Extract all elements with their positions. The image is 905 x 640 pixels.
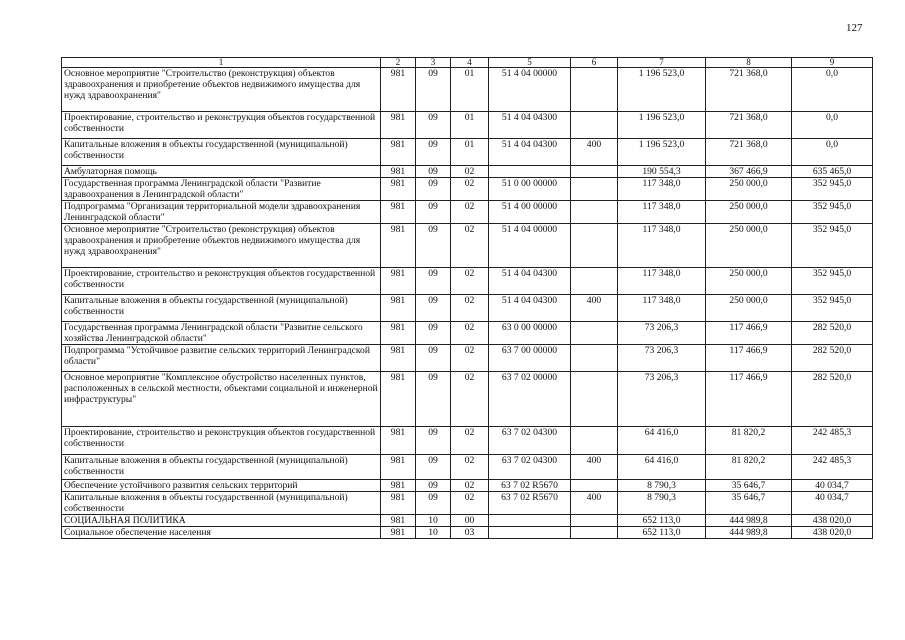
code-cell: 981 bbox=[381, 322, 416, 345]
table-row bbox=[62, 492, 873, 515]
table-row bbox=[62, 166, 873, 178]
subsection-cell: 02 bbox=[451, 166, 489, 178]
table-row bbox=[62, 224, 873, 268]
row-name-cell: Государственная программа Ленинградской области "Развитие здравоохранения в Ленинградской области" bbox=[62, 178, 381, 201]
column-header: 2 bbox=[381, 58, 416, 68]
target-article-cell bbox=[489, 527, 571, 539]
amount-2019-cell: 117 466,9 bbox=[706, 372, 792, 427]
target-article-cell: 63 7 02 R5670 bbox=[489, 492, 571, 515]
expense-type-cell bbox=[571, 427, 618, 455]
code-cell: 981 bbox=[381, 372, 416, 427]
expense-type-cell: 400 bbox=[571, 492, 618, 515]
section-cell: 09 bbox=[416, 139, 451, 166]
amount-2019-cell: 721 368,0 bbox=[706, 139, 792, 166]
section-cell: 09 bbox=[416, 492, 451, 515]
expense-type-cell: 400 bbox=[571, 455, 618, 480]
amount-2018-cell: 652 113,0 bbox=[618, 527, 706, 539]
row-name-cell: Проектирование, строительство и реконструкция объектов государственной собственности bbox=[62, 427, 381, 455]
row-name-cell: Государственная программа Ленинградской области "Развитие сельского хозяйства Ленинградской области" bbox=[62, 322, 381, 345]
target-article-cell: 51 4 04 00000 bbox=[489, 68, 571, 112]
amount-2019-cell: 117 466,9 bbox=[706, 322, 792, 345]
table-row bbox=[62, 527, 873, 539]
code-cell: 981 bbox=[381, 345, 416, 372]
row-name-cell: Капитальные вложения в объекты государственной (муниципальной) собственности bbox=[62, 492, 381, 515]
amount-2018-cell: 1 196 523,0 bbox=[618, 139, 706, 166]
amount-2018-cell: 64 416,0 bbox=[618, 455, 706, 480]
table-row bbox=[62, 455, 873, 480]
target-article-cell bbox=[489, 515, 571, 527]
header-row bbox=[62, 58, 873, 68]
amount-2018-cell: 117 348,0 bbox=[618, 295, 706, 322]
target-article-cell: 51 0 00 00000 bbox=[489, 178, 571, 201]
column-header: 8 bbox=[706, 58, 792, 68]
code-cell: 981 bbox=[381, 201, 416, 224]
section-cell: 09 bbox=[416, 345, 451, 372]
section-cell: 09 bbox=[416, 201, 451, 224]
code-cell: 981 bbox=[381, 427, 416, 455]
row-name-cell: Проектирование, строительство и реконструкция объектов государственной собственности bbox=[62, 268, 381, 295]
amount-2020-cell: 40 034,7 bbox=[792, 480, 873, 492]
amount-2020-cell: 438 020,0 bbox=[792, 515, 873, 527]
expense-type-cell bbox=[571, 112, 618, 139]
expense-type-cell bbox=[571, 178, 618, 201]
table-row bbox=[62, 427, 873, 455]
amount-2019-cell: 250 000,0 bbox=[706, 295, 792, 322]
table-row bbox=[62, 201, 873, 224]
budget-table bbox=[61, 57, 873, 539]
amount-2019-cell: 444 989,8 bbox=[706, 527, 792, 539]
amount-2018-cell: 1 196 523,0 bbox=[618, 68, 706, 112]
amount-2018-cell: 73 206,3 bbox=[618, 322, 706, 345]
expense-type-cell bbox=[571, 372, 618, 427]
subsection-cell: 02 bbox=[451, 480, 489, 492]
amount-2018-cell: 117 348,0 bbox=[618, 178, 706, 201]
expense-type-cell bbox=[571, 268, 618, 295]
section-cell: 10 bbox=[416, 527, 451, 539]
section-cell: 09 bbox=[416, 112, 451, 139]
amount-2019-cell: 81 820,2 bbox=[706, 455, 792, 480]
subsection-cell: 01 bbox=[451, 139, 489, 166]
code-cell: 981 bbox=[381, 68, 416, 112]
target-article-cell: 51 4 00 00000 bbox=[489, 201, 571, 224]
expense-type-cell: 400 bbox=[571, 295, 618, 322]
target-article-cell: 51 4 04 04300 bbox=[489, 112, 571, 139]
amount-2019-cell: 444 989,8 bbox=[706, 515, 792, 527]
amount-2019-cell: 250 000,0 bbox=[706, 201, 792, 224]
section-cell: 09 bbox=[416, 295, 451, 322]
amount-2019-cell: 367 466,9 bbox=[706, 166, 792, 178]
amount-2020-cell: 635 465,0 bbox=[792, 166, 873, 178]
target-article-cell: 51 4 04 00000 bbox=[489, 224, 571, 268]
amount-2019-cell: 250 000,0 bbox=[706, 268, 792, 295]
subsection-cell: 02 bbox=[451, 224, 489, 268]
expense-type-cell bbox=[571, 68, 618, 112]
amount-2018-cell: 117 348,0 bbox=[618, 268, 706, 295]
subsection-cell: 02 bbox=[451, 322, 489, 345]
row-name-cell: Капитальные вложения в объекты государственной (муниципальной) собственности bbox=[62, 455, 381, 480]
amount-2019-cell: 35 646,7 bbox=[706, 480, 792, 492]
expense-type-cell bbox=[571, 224, 618, 268]
column-header: 4 bbox=[451, 58, 489, 68]
row-name-cell: Подпрограмма "Устойчивое развитие сельских территорий Ленинградской области" bbox=[62, 345, 381, 372]
amount-2020-cell: 438 020,0 bbox=[792, 527, 873, 539]
amount-2019-cell: 250 000,0 bbox=[706, 224, 792, 268]
row-name-cell: Амбулаторная помощь bbox=[62, 166, 381, 178]
amount-2020-cell: 242 485,3 bbox=[792, 427, 873, 455]
column-header: 7 bbox=[618, 58, 706, 68]
subsection-cell: 02 bbox=[451, 427, 489, 455]
page-number: 127 bbox=[846, 22, 863, 34]
amount-2020-cell: 242 485,3 bbox=[792, 455, 873, 480]
row-name-cell: Капитальные вложения в объекты государственной (муниципальной) собственности bbox=[62, 139, 381, 166]
code-cell: 981 bbox=[381, 112, 416, 139]
amount-2020-cell: 282 520,0 bbox=[792, 345, 873, 372]
table-row bbox=[62, 480, 873, 492]
code-cell: 981 bbox=[381, 139, 416, 166]
subsection-cell: 02 bbox=[451, 295, 489, 322]
section-cell: 09 bbox=[416, 178, 451, 201]
amount-2020-cell: 352 945,0 bbox=[792, 224, 873, 268]
code-cell: 981 bbox=[381, 224, 416, 268]
amount-2018-cell: 8 790,3 bbox=[618, 480, 706, 492]
expense-type-cell bbox=[571, 201, 618, 224]
section-cell: 09 bbox=[416, 480, 451, 492]
section-cell: 09 bbox=[416, 455, 451, 480]
code-cell: 981 bbox=[381, 178, 416, 201]
section-cell: 10 bbox=[416, 515, 451, 527]
table-row bbox=[62, 68, 873, 112]
row-name-cell: Капитальные вложения в объекты государственной (муниципальной) собственности bbox=[62, 295, 381, 322]
expense-type-cell: 400 bbox=[571, 139, 618, 166]
subsection-cell: 02 bbox=[451, 492, 489, 515]
subsection-cell: 01 bbox=[451, 112, 489, 139]
column-header: 6 bbox=[571, 58, 618, 68]
amount-2020-cell: 352 945,0 bbox=[792, 201, 873, 224]
target-article-cell: 51 4 04 04300 bbox=[489, 268, 571, 295]
table-body bbox=[62, 68, 873, 539]
amount-2018-cell: 1 196 523,0 bbox=[618, 112, 706, 139]
target-article-cell: 51 4 04 04300 bbox=[489, 139, 571, 166]
code-cell: 981 bbox=[381, 527, 416, 539]
column-header: 9 bbox=[792, 58, 873, 68]
subsection-cell: 00 bbox=[451, 515, 489, 527]
amount-2019-cell: 721 368,0 bbox=[706, 112, 792, 139]
amount-2020-cell: 282 520,0 bbox=[792, 322, 873, 345]
expense-type-cell bbox=[571, 515, 618, 527]
amount-2018-cell: 117 348,0 bbox=[618, 224, 706, 268]
subsection-cell: 02 bbox=[451, 372, 489, 427]
amount-2018-cell: 8 790,3 bbox=[618, 492, 706, 515]
amount-2020-cell: 352 945,0 bbox=[792, 268, 873, 295]
row-name-cell: Социальное обеспечение населения bbox=[62, 527, 381, 539]
code-cell: 981 bbox=[381, 166, 416, 178]
table-row bbox=[62, 112, 873, 139]
code-cell: 981 bbox=[381, 492, 416, 515]
row-name-cell: Основное мероприятие "Строительство (реконструкция) объектов здравоохранения и приобретение объектов недвижимого имущества для нужд здравоохранения" bbox=[62, 68, 381, 112]
table-row bbox=[62, 515, 873, 527]
subsection-cell: 01 bbox=[451, 68, 489, 112]
row-name-cell: Основное мероприятие "Строительство (реконструкция) объектов здравоохранения и приобретение объектов недвижимого имущества для нужд здравоохранения" bbox=[62, 224, 381, 268]
amount-2020-cell: 352 945,0 bbox=[792, 178, 873, 201]
expense-type-cell bbox=[571, 480, 618, 492]
amount-2018-cell: 73 206,3 bbox=[618, 345, 706, 372]
section-cell: 09 bbox=[416, 166, 451, 178]
expense-type-cell bbox=[571, 322, 618, 345]
target-article-cell: 63 7 02 04300 bbox=[489, 455, 571, 480]
target-article-cell bbox=[489, 166, 571, 178]
amount-2019-cell: 35 646,7 bbox=[706, 492, 792, 515]
amount-2018-cell: 652 113,0 bbox=[618, 515, 706, 527]
section-cell: 09 bbox=[416, 427, 451, 455]
subsection-cell: 02 bbox=[451, 178, 489, 201]
row-name-cell: Обеспечение устойчивого развития сельских территорий bbox=[62, 480, 381, 492]
column-header: 3 bbox=[416, 58, 451, 68]
table-row bbox=[62, 295, 873, 322]
amount-2020-cell: 0,0 bbox=[792, 112, 873, 139]
amount-2018-cell: 190 554,3 bbox=[618, 166, 706, 178]
target-article-cell: 63 7 02 R5670 bbox=[489, 480, 571, 492]
section-cell: 09 bbox=[416, 268, 451, 295]
amount-2020-cell: 0,0 bbox=[792, 68, 873, 112]
amount-2018-cell: 117 348,0 bbox=[618, 201, 706, 224]
code-cell: 981 bbox=[381, 515, 416, 527]
amount-2019-cell: 721 368,0 bbox=[706, 68, 792, 112]
target-article-cell: 63 0 00 00000 bbox=[489, 322, 571, 345]
code-cell: 981 bbox=[381, 295, 416, 322]
subsection-cell: 02 bbox=[451, 201, 489, 224]
table-row bbox=[62, 139, 873, 166]
target-article-cell: 51 4 04 04300 bbox=[489, 295, 571, 322]
amount-2019-cell: 250 000,0 bbox=[706, 178, 792, 201]
section-cell: 09 bbox=[416, 224, 451, 268]
expense-type-cell bbox=[571, 166, 618, 178]
row-name-cell: Проектирование, строительство и реконструкция объектов государственной собственности bbox=[62, 112, 381, 139]
amount-2018-cell: 64 416,0 bbox=[618, 427, 706, 455]
row-name-cell: Подпрограмма "Организация территориальной модели здравоохранения Ленинградской области" bbox=[62, 201, 381, 224]
target-article-cell: 63 7 00 00000 bbox=[489, 345, 571, 372]
target-article-cell: 63 7 02 00000 bbox=[489, 372, 571, 427]
subsection-cell: 02 bbox=[451, 455, 489, 480]
row-name-cell: СОЦИАЛЬНАЯ ПОЛИТИКА bbox=[62, 515, 381, 527]
amount-2020-cell: 40 034,7 bbox=[792, 492, 873, 515]
table-row bbox=[62, 178, 873, 201]
amount-2019-cell: 117 466,9 bbox=[706, 345, 792, 372]
column-header: 5 bbox=[489, 58, 571, 68]
table-row bbox=[62, 345, 873, 372]
row-name-cell: Основное мероприятие "Комплексное обустройство населенных пунктов, расположенных в сельской местности, объектами социальной и инженерной инфраструктуры" bbox=[62, 372, 381, 427]
section-cell: 09 bbox=[416, 322, 451, 345]
table-row bbox=[62, 268, 873, 295]
subsection-cell: 02 bbox=[451, 345, 489, 372]
subsection-cell: 02 bbox=[451, 268, 489, 295]
target-article-cell: 63 7 02 04300 bbox=[489, 427, 571, 455]
amount-2018-cell: 73 206,3 bbox=[618, 372, 706, 427]
code-cell: 981 bbox=[381, 268, 416, 295]
code-cell: 981 bbox=[381, 455, 416, 480]
subsection-cell: 03 bbox=[451, 527, 489, 539]
expense-type-cell bbox=[571, 527, 618, 539]
column-header: 1 bbox=[62, 58, 381, 68]
amount-2020-cell: 352 945,0 bbox=[792, 295, 873, 322]
table-row bbox=[62, 322, 873, 345]
amount-2020-cell: 282 520,0 bbox=[792, 372, 873, 427]
section-cell: 09 bbox=[416, 68, 451, 112]
amount-2019-cell: 81 820,2 bbox=[706, 427, 792, 455]
amount-2020-cell: 0,0 bbox=[792, 139, 873, 166]
code-cell: 981 bbox=[381, 480, 416, 492]
expense-type-cell bbox=[571, 345, 618, 372]
table-row bbox=[62, 372, 873, 427]
section-cell: 09 bbox=[416, 372, 451, 427]
